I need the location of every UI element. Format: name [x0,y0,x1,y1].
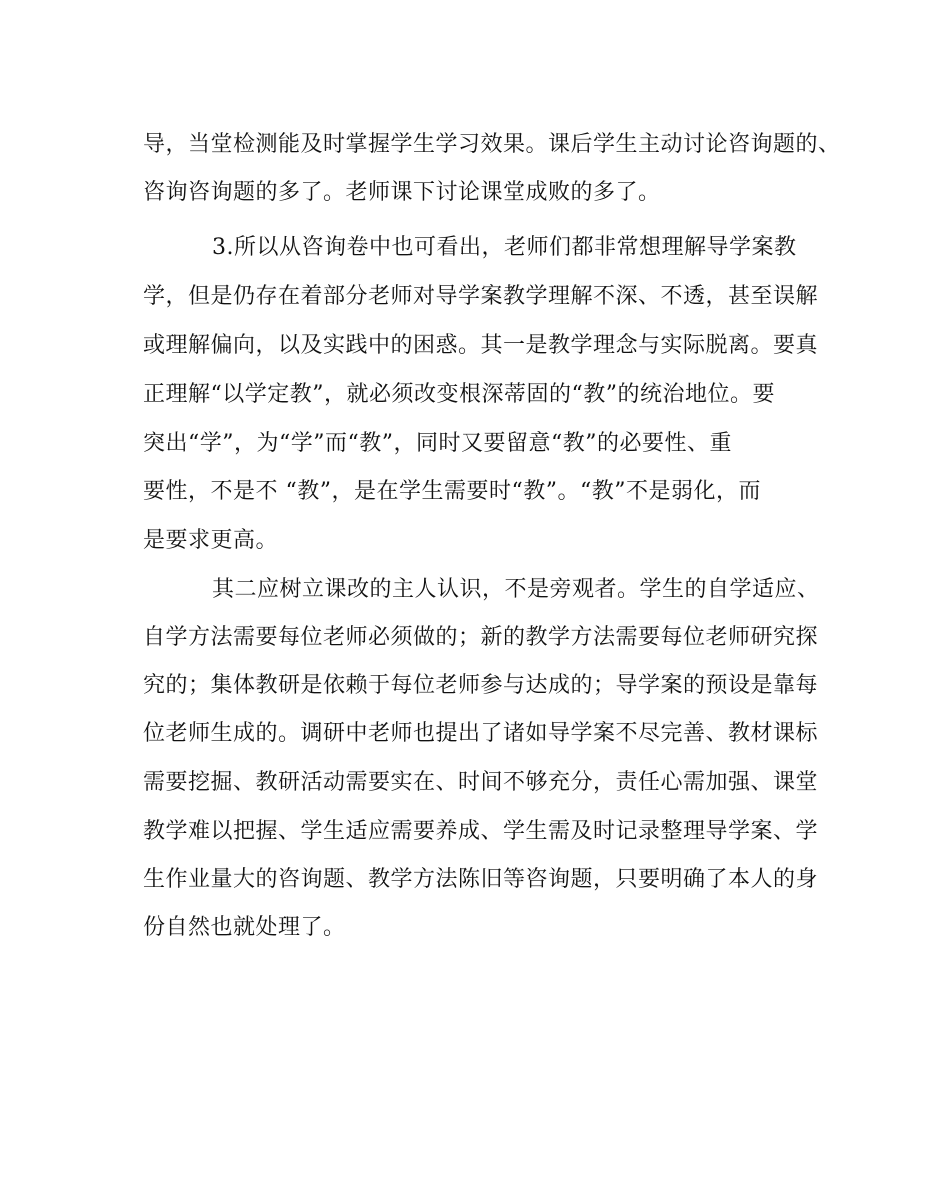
text-line: 咨询咨询题的多了。老师课下讨论课堂成败的多了。 [143,180,661,205]
text-line: 需要挖掘、教研活动需要实在、时间不够充分，责任心需加强、课堂 [143,770,819,795]
text-line: 学，但是仍存在着部分老师对导学案教学理解不深、不透，甚至误解 [143,284,819,309]
text-line: 是要求更高。 [143,528,279,553]
text-line: 生作业量大的咨询题、教学方法陈旧等咨询题，只要明确了本人的身 [143,867,819,892]
text-line: 正理解“以学定教”，就必须改变根深蒂固的“教”的统治地位。要 [143,382,775,407]
text-line: 自学方法需要每位老师必须做的；新的教学方法需要每位老师研究探 [143,625,819,650]
text-line: 究的；集体教研是依赖于每位老师参与达成的；导学案的预设是靠每 [143,673,819,698]
text-line: 要性，不是不 “教”，是在学生需要时“教”。“教”不是弱化，而 [143,479,761,504]
text-line: 位老师生成的。调研中老师也提出了诸如导学案不尽完善、教材课标 [143,721,819,746]
text-line: 教学难以把握、学生适应需要养成、学生需及时记录整理导学案、学 [143,819,819,844]
text-line: 份自然也就处理了。 [143,915,346,940]
text-line: 突出“学”，为“学”而“教”，同时又要留意“教”的必要性、重 [143,431,732,456]
text-line: 3.所以从咨询卷中也可看出，老师们都非常想理解导学案教 [212,235,797,260]
text-line: 或理解偏向，以及实践中的困惑。其一是教学理念与实际脱离。要真 [143,333,819,358]
text-line: 其二应树立课改的主人认识，不是旁观者。学生的自学适应、 [212,577,820,602]
text-line: 导，当堂检测能及时掌握学生学习效果。课后学生主动讨论咨询题的、 [143,132,841,157]
